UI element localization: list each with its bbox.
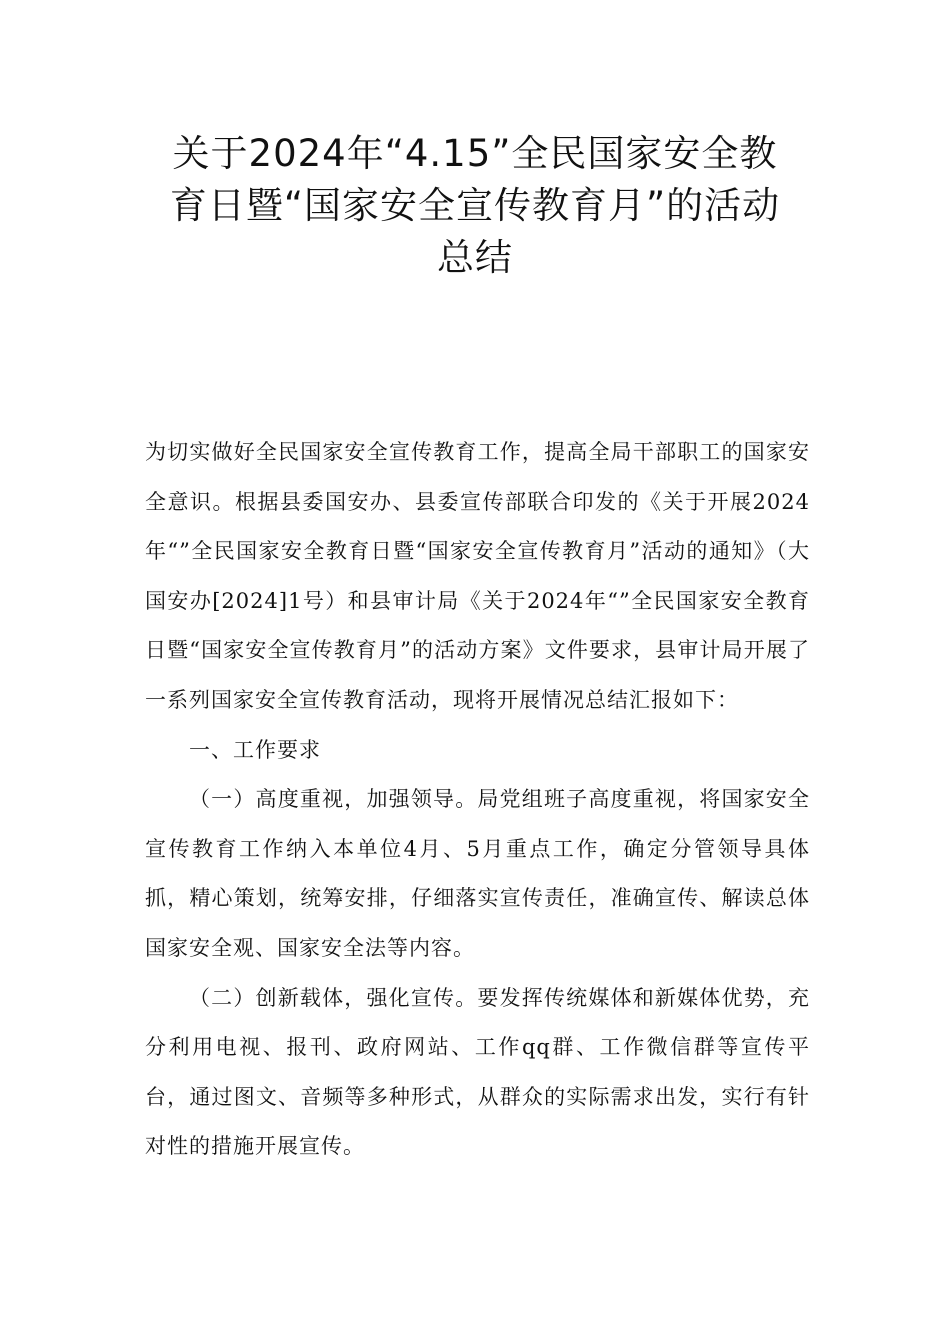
paragraph-innovate-carriers: （二）创新载体，强化宣传。要发挥传统媒体和新媒体优势，充分利用电视、报刊、政府网站、工作qq群、工作微信群等宣传平台，通过图文、音频等多种形式，从群众的实际需求出发，实行有针对性的措施开展宣传。 [145, 985, 810, 1159]
title-line-1: 关于2024年“4.15”全民国家安全教 [172, 132, 778, 175]
paragraph-attach-importance: （一）高度重视，加强领导。局党组班子高度重视，将国家安全宣传教育工作纳入本单位4月、5月重点工作，确定分管领导具体抓，精心策划，统筹安排，仔细落实宣传责任，准确宣传、解读总体国家安全观、国家安全法等内容。 [145, 787, 810, 960]
document-body [145, 428, 810, 1172]
section-heading-work-requirements: 一、工作要求 [189, 737, 321, 762]
intro-paragraph: 为切实做好全民国家安全宣传教育工作，提高全局干部职工的国家安全意识。根据县委国安办、县委宣传部联合印发的《关于开展2024年“”全民国家安全教育日暨“国家安全宣传教育月”活动的通知》（大国安办[2024]1号）和县审计局《关于2024年“”全民国家安全教育日暨“国家安全宣传教育月”的活动方案》文件要求，县审计局开展了一系列国家安全宣传教育活动，现将开展情况总结汇报如下： [145, 440, 810, 712]
document-title [120, 128, 830, 284]
title-line-2: 育日暨“国家安全宣传教育月”的活动 [169, 184, 781, 227]
title-line-3: 总结 [437, 236, 513, 279]
